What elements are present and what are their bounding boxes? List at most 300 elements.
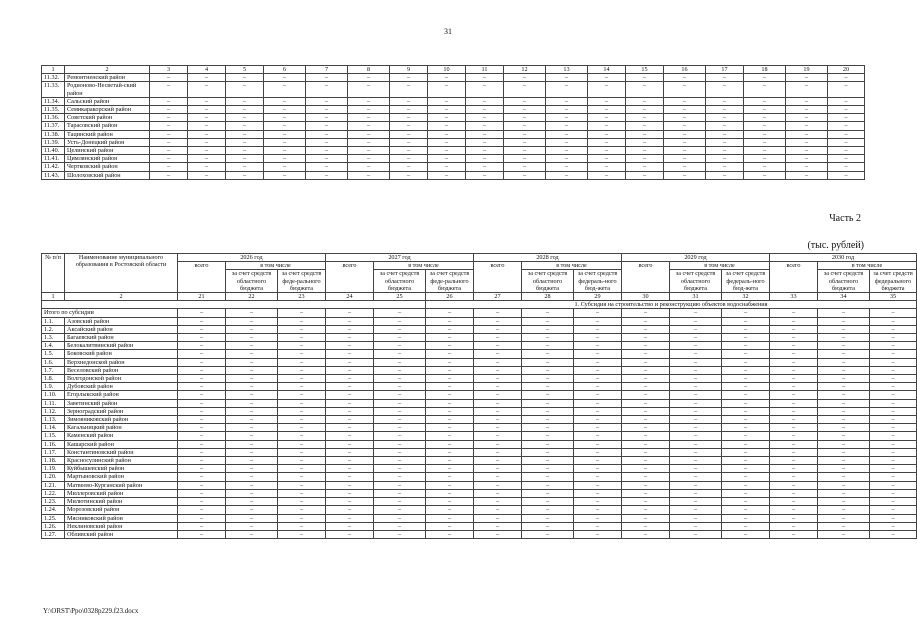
dash-cell: – bbox=[474, 383, 522, 391]
dash-cell: – bbox=[374, 522, 426, 530]
dash-cell: – bbox=[818, 342, 870, 350]
dash-cell: – bbox=[348, 106, 390, 114]
dash-cell: – bbox=[426, 309, 474, 317]
row-number: 1.11. bbox=[42, 399, 65, 407]
dash-cell: – bbox=[226, 106, 264, 114]
dash-cell: – bbox=[574, 309, 622, 317]
table-row bbox=[42, 407, 917, 415]
table-row bbox=[42, 155, 865, 163]
dash-cell: – bbox=[374, 498, 426, 506]
dash-cell: – bbox=[226, 309, 278, 317]
district-name: Цимлянский район bbox=[65, 155, 150, 163]
dash-cell: – bbox=[818, 358, 870, 366]
dash-cell: – bbox=[226, 498, 278, 506]
dash-cell: – bbox=[306, 138, 348, 146]
table-row bbox=[42, 82, 865, 97]
dash-cell: – bbox=[706, 97, 744, 105]
dash-cell: – bbox=[722, 334, 770, 342]
dash-cell: – bbox=[226, 350, 278, 358]
dash-cell: – bbox=[622, 375, 670, 383]
dash-cell: – bbox=[428, 138, 466, 146]
dash-cell: – bbox=[374, 391, 426, 399]
dash-cell: – bbox=[722, 465, 770, 473]
dash-cell: – bbox=[770, 514, 818, 522]
dash-cell: – bbox=[326, 473, 374, 481]
table-row bbox=[42, 122, 865, 130]
dash-cell: – bbox=[626, 147, 664, 155]
dash-cell: – bbox=[226, 465, 278, 473]
table-row bbox=[42, 350, 917, 358]
column-number: 23 bbox=[278, 293, 326, 301]
dash-cell: – bbox=[622, 309, 670, 317]
dash-cell: – bbox=[770, 366, 818, 374]
dash-cell: – bbox=[226, 473, 278, 481]
dash-cell: – bbox=[744, 122, 786, 130]
dash-cell: – bbox=[574, 498, 622, 506]
header-funding-source: за счет средств областного бюджета bbox=[226, 270, 278, 293]
dash-cell: – bbox=[622, 342, 670, 350]
dash-cell: – bbox=[626, 163, 664, 171]
dash-cell: – bbox=[722, 366, 770, 374]
dash-cell: – bbox=[188, 130, 226, 138]
district-name: Заветинский район bbox=[65, 399, 178, 407]
dash-cell: – bbox=[306, 147, 348, 155]
column-number: 1 bbox=[42, 293, 65, 301]
row-number: 11.34. bbox=[42, 97, 65, 105]
dash-cell: – bbox=[428, 147, 466, 155]
dash-cell: – bbox=[150, 163, 188, 171]
column-number: 22 bbox=[226, 293, 278, 301]
dash-cell: – bbox=[770, 342, 818, 350]
column-number: 14 bbox=[588, 66, 626, 74]
column-number: 16 bbox=[664, 66, 706, 74]
dash-cell: – bbox=[828, 114, 865, 122]
district-name: Кагальницкий район bbox=[65, 424, 178, 432]
dash-cell: – bbox=[178, 325, 226, 333]
dash-cell: – bbox=[588, 97, 626, 105]
dash-cell: – bbox=[474, 399, 522, 407]
dash-cell: – bbox=[622, 506, 670, 514]
dash-cell: – bbox=[226, 432, 278, 440]
dash-cell: – bbox=[226, 530, 278, 538]
dash-cell: – bbox=[522, 481, 574, 489]
dash-cell: – bbox=[278, 366, 326, 374]
dash-cell: – bbox=[818, 325, 870, 333]
table-row bbox=[42, 383, 917, 391]
dash-cell: – bbox=[664, 171, 706, 179]
header-year: 2030 год bbox=[770, 254, 917, 262]
row-number: 1.5. bbox=[42, 350, 65, 358]
dash-cell: – bbox=[426, 424, 474, 432]
dash-cell: – bbox=[522, 473, 574, 481]
dash-cell: – bbox=[178, 399, 226, 407]
dash-cell: – bbox=[348, 130, 390, 138]
dash-cell: – bbox=[348, 147, 390, 155]
dash-cell: – bbox=[622, 358, 670, 366]
dash-cell: – bbox=[522, 489, 574, 497]
dash-cell: – bbox=[522, 465, 574, 473]
dash-cell: – bbox=[326, 407, 374, 415]
dash-cell: – bbox=[770, 448, 818, 456]
dash-cell: – bbox=[744, 114, 786, 122]
dash-cell: – bbox=[374, 424, 426, 432]
dash-cell: – bbox=[670, 530, 722, 538]
dash-cell: – bbox=[828, 122, 865, 130]
dash-cell: – bbox=[466, 97, 504, 105]
column-number-row bbox=[42, 66, 865, 74]
dash-cell: – bbox=[770, 375, 818, 383]
row-number: 1.3. bbox=[42, 334, 65, 342]
dash-cell: – bbox=[786, 130, 828, 138]
dash-cell: – bbox=[770, 358, 818, 366]
dash-cell: – bbox=[670, 440, 722, 448]
dash-cell: – bbox=[326, 358, 374, 366]
dash-cell: – bbox=[522, 522, 574, 530]
dash-cell: – bbox=[818, 317, 870, 325]
dash-cell: – bbox=[626, 155, 664, 163]
dash-cell: – bbox=[504, 97, 546, 105]
dash-cell: – bbox=[374, 448, 426, 456]
row-number: 1.24. bbox=[42, 506, 65, 514]
dash-cell: – bbox=[426, 465, 474, 473]
dash-cell: – bbox=[818, 366, 870, 374]
dash-cell: – bbox=[664, 155, 706, 163]
dash-cell: – bbox=[188, 82, 226, 97]
dash-cell: – bbox=[522, 366, 574, 374]
dash-cell: – bbox=[622, 407, 670, 415]
column-number: 28 bbox=[522, 293, 574, 301]
dash-cell: – bbox=[870, 334, 917, 342]
district-name: Красносулинский район bbox=[65, 457, 178, 465]
column-number: 34 bbox=[818, 293, 870, 301]
dash-cell: – bbox=[818, 309, 870, 317]
dash-cell: – bbox=[226, 97, 264, 105]
dash-cell: – bbox=[150, 122, 188, 130]
column-number: 32 bbox=[722, 293, 770, 301]
dash-cell: – bbox=[574, 391, 622, 399]
dash-cell: – bbox=[226, 325, 278, 333]
row-number: 1.2. bbox=[42, 325, 65, 333]
dash-cell: – bbox=[670, 375, 722, 383]
district-name: Азовский район bbox=[65, 317, 178, 325]
header-year: 2029 год bbox=[622, 254, 770, 262]
dash-cell: – bbox=[622, 432, 670, 440]
dash-cell: – bbox=[546, 130, 588, 138]
dash-cell: – bbox=[374, 514, 426, 522]
row-number: 1.26. bbox=[42, 522, 65, 530]
dash-cell: – bbox=[588, 147, 626, 155]
table-row bbox=[42, 424, 917, 432]
dash-cell: – bbox=[278, 375, 326, 383]
dash-cell: – bbox=[870, 383, 917, 391]
table-row bbox=[42, 498, 917, 506]
dash-cell: – bbox=[264, 114, 306, 122]
dash-cell: – bbox=[770, 416, 818, 424]
dash-cell: – bbox=[474, 440, 522, 448]
dash-cell: – bbox=[786, 138, 828, 146]
dash-cell: – bbox=[588, 106, 626, 114]
dash-cell: – bbox=[828, 171, 865, 179]
dash-cell: – bbox=[390, 130, 428, 138]
dash-cell: – bbox=[226, 391, 278, 399]
dash-cell: – bbox=[428, 130, 466, 138]
dash-cell: – bbox=[326, 399, 374, 407]
dash-cell: – bbox=[522, 407, 574, 415]
dash-cell: – bbox=[722, 498, 770, 506]
dash-cell: – bbox=[348, 74, 390, 82]
dash-cell: – bbox=[326, 498, 374, 506]
dash-cell: – bbox=[744, 155, 786, 163]
dash-cell: – bbox=[770, 391, 818, 399]
column-number: 3 bbox=[150, 66, 188, 74]
header-number: № п/п bbox=[42, 254, 65, 293]
dash-cell: – bbox=[306, 82, 348, 97]
district-name: Тацинский район bbox=[65, 130, 150, 138]
dash-cell: – bbox=[474, 325, 522, 333]
dash-cell: – bbox=[150, 155, 188, 163]
dash-cell: – bbox=[474, 350, 522, 358]
header-total: всего bbox=[770, 262, 818, 293]
dash-cell: – bbox=[870, 350, 917, 358]
dash-cell: – bbox=[466, 122, 504, 130]
dash-cell: – bbox=[574, 465, 622, 473]
table-row bbox=[42, 325, 917, 333]
district-name: Мясниковский район bbox=[65, 514, 178, 522]
dash-cell: – bbox=[722, 358, 770, 366]
dash-cell: – bbox=[522, 498, 574, 506]
dash-cell: – bbox=[374, 358, 426, 366]
header-year: 2026 год bbox=[178, 254, 326, 262]
column-number: 12 bbox=[504, 66, 546, 74]
dash-cell: – bbox=[466, 171, 504, 179]
dash-cell: – bbox=[326, 383, 374, 391]
dash-cell: – bbox=[574, 522, 622, 530]
dash-cell: – bbox=[348, 138, 390, 146]
dash-cell: – bbox=[150, 106, 188, 114]
header-including: в том числе bbox=[374, 262, 474, 270]
table-row bbox=[42, 448, 917, 456]
column-number: 13 bbox=[546, 66, 588, 74]
dash-cell: – bbox=[828, 155, 865, 163]
dash-cell: – bbox=[706, 130, 744, 138]
dash-cell: – bbox=[226, 317, 278, 325]
dash-cell: – bbox=[428, 106, 466, 114]
dash-cell: – bbox=[278, 489, 326, 497]
dash-cell: – bbox=[326, 325, 374, 333]
dash-cell: – bbox=[474, 448, 522, 456]
table-row bbox=[42, 130, 865, 138]
dash-cell: – bbox=[870, 416, 917, 424]
row-number: 11.35. bbox=[42, 106, 65, 114]
column-number: 31 bbox=[670, 293, 722, 301]
total-row bbox=[42, 309, 917, 317]
dash-cell: – bbox=[770, 440, 818, 448]
table-row bbox=[42, 440, 917, 448]
row-number: 11.38. bbox=[42, 130, 65, 138]
header-funding-source: за счет средств областного бюджета bbox=[818, 270, 870, 293]
table-row bbox=[42, 114, 865, 122]
dash-cell: – bbox=[178, 473, 226, 481]
dash-cell: – bbox=[664, 82, 706, 97]
column-number: 5 bbox=[226, 66, 264, 74]
dash-cell: – bbox=[374, 399, 426, 407]
dash-cell: – bbox=[326, 309, 374, 317]
dash-cell: – bbox=[664, 97, 706, 105]
dash-cell: – bbox=[828, 106, 865, 114]
column-number: 1 bbox=[42, 66, 65, 74]
dash-cell: – bbox=[178, 407, 226, 415]
dash-cell: – bbox=[622, 481, 670, 489]
dash-cell: – bbox=[306, 171, 348, 179]
dash-cell: – bbox=[670, 473, 722, 481]
dash-cell: – bbox=[626, 171, 664, 179]
district-name: Зерноградский район bbox=[65, 407, 178, 415]
dash-cell: – bbox=[744, 82, 786, 97]
dash-cell: – bbox=[546, 147, 588, 155]
header-total: всего bbox=[178, 262, 226, 293]
dash-cell: – bbox=[670, 416, 722, 424]
dash-cell: – bbox=[278, 407, 326, 415]
dash-cell: – bbox=[522, 432, 574, 440]
dash-cell: – bbox=[426, 522, 474, 530]
dash-cell: – bbox=[670, 522, 722, 530]
dash-cell: – bbox=[278, 416, 326, 424]
header-funding-source: за счет средств феде-рального бюджета bbox=[278, 270, 326, 293]
dash-cell: – bbox=[722, 375, 770, 383]
dash-cell: – bbox=[722, 416, 770, 424]
dash-cell: – bbox=[522, 424, 574, 432]
dash-cell: – bbox=[326, 457, 374, 465]
dash-cell: – bbox=[226, 489, 278, 497]
row-number: 1.7. bbox=[42, 366, 65, 374]
dash-cell: – bbox=[818, 391, 870, 399]
dash-cell: – bbox=[390, 147, 428, 155]
dash-cell: – bbox=[178, 334, 226, 342]
dash-cell: – bbox=[426, 383, 474, 391]
dash-cell: – bbox=[670, 448, 722, 456]
dash-cell: – bbox=[722, 383, 770, 391]
dash-cell: – bbox=[722, 399, 770, 407]
dash-cell: – bbox=[574, 317, 622, 325]
dash-cell: – bbox=[770, 325, 818, 333]
footer-file-path: Y:\ORST\Ppo\0328p229.f23.docx bbox=[43, 607, 139, 615]
header-year: 2027 год bbox=[326, 254, 474, 262]
dash-cell: – bbox=[770, 465, 818, 473]
dash-cell: – bbox=[744, 147, 786, 155]
district-name: Волгодонской район bbox=[65, 375, 178, 383]
dash-cell: – bbox=[744, 138, 786, 146]
district-name: Веселовский район bbox=[65, 366, 178, 374]
column-number: 27 bbox=[474, 293, 522, 301]
dash-cell: – bbox=[474, 416, 522, 424]
dash-cell: – bbox=[818, 457, 870, 465]
dash-cell: – bbox=[574, 514, 622, 522]
dash-cell: – bbox=[744, 97, 786, 105]
dash-cell: – bbox=[622, 448, 670, 456]
subsidy-table bbox=[41, 253, 917, 539]
dash-cell: – bbox=[626, 106, 664, 114]
dash-cell: – bbox=[374, 309, 426, 317]
row-number: 1.16. bbox=[42, 440, 65, 448]
dash-cell: – bbox=[664, 130, 706, 138]
column-number: 19 bbox=[786, 66, 828, 74]
dash-cell: – bbox=[326, 317, 374, 325]
dash-cell: – bbox=[574, 506, 622, 514]
dash-cell: – bbox=[770, 522, 818, 530]
dash-cell: – bbox=[390, 138, 428, 146]
dash-cell: – bbox=[226, 514, 278, 522]
dash-cell: – bbox=[278, 342, 326, 350]
dash-cell: – bbox=[474, 432, 522, 440]
dash-cell: – bbox=[426, 342, 474, 350]
dash-cell: – bbox=[428, 114, 466, 122]
units-label: (тыс. рублей) bbox=[807, 240, 864, 251]
table-row bbox=[42, 74, 865, 82]
dash-cell: – bbox=[818, 506, 870, 514]
dash-cell: – bbox=[426, 530, 474, 538]
dash-cell: – bbox=[150, 130, 188, 138]
district-name: Боковский район bbox=[65, 350, 178, 358]
dash-cell: – bbox=[306, 122, 348, 130]
dash-cell: – bbox=[722, 506, 770, 514]
dash-cell: – bbox=[818, 350, 870, 358]
dash-cell: – bbox=[706, 122, 744, 130]
dash-cell: – bbox=[390, 171, 428, 179]
column-number: 29 bbox=[574, 293, 622, 301]
dash-cell: – bbox=[744, 106, 786, 114]
dash-cell: – bbox=[178, 522, 226, 530]
dash-cell: – bbox=[622, 366, 670, 374]
dash-cell: – bbox=[870, 530, 917, 538]
dash-cell: – bbox=[664, 114, 706, 122]
row-number: 1.18. bbox=[42, 457, 65, 465]
table-row bbox=[42, 171, 865, 179]
district-name: Семикаракорский район bbox=[65, 106, 150, 114]
header-municipality: Наименование муниципального образования в Ростовской области bbox=[65, 254, 178, 293]
dash-cell: – bbox=[426, 489, 474, 497]
dash-cell: – bbox=[226, 481, 278, 489]
dash-cell: – bbox=[226, 416, 278, 424]
row-number: 11.36. bbox=[42, 114, 65, 122]
dash-cell: – bbox=[226, 440, 278, 448]
dash-cell: – bbox=[264, 74, 306, 82]
dash-cell: – bbox=[226, 383, 278, 391]
dash-cell: – bbox=[522, 383, 574, 391]
table-row bbox=[42, 163, 865, 171]
dash-cell: – bbox=[722, 530, 770, 538]
dash-cell: – bbox=[870, 489, 917, 497]
dash-cell: – bbox=[278, 473, 326, 481]
dash-cell: – bbox=[622, 473, 670, 481]
dash-cell: – bbox=[664, 122, 706, 130]
dash-cell: – bbox=[870, 317, 917, 325]
column-number: 26 bbox=[426, 293, 474, 301]
dash-cell: – bbox=[818, 383, 870, 391]
dash-cell: – bbox=[770, 383, 818, 391]
dash-cell: – bbox=[226, 130, 264, 138]
dash-cell: – bbox=[870, 506, 917, 514]
table-row bbox=[42, 317, 917, 325]
dash-cell: – bbox=[522, 448, 574, 456]
dash-cell: – bbox=[706, 138, 744, 146]
dash-cell: – bbox=[574, 473, 622, 481]
part-label: Часть 2 bbox=[829, 213, 861, 224]
table-row bbox=[42, 366, 917, 374]
row-number: 1.25. bbox=[42, 514, 65, 522]
dash-cell: – bbox=[188, 122, 226, 130]
dash-cell: – bbox=[870, 342, 917, 350]
dash-cell: – bbox=[870, 448, 917, 456]
